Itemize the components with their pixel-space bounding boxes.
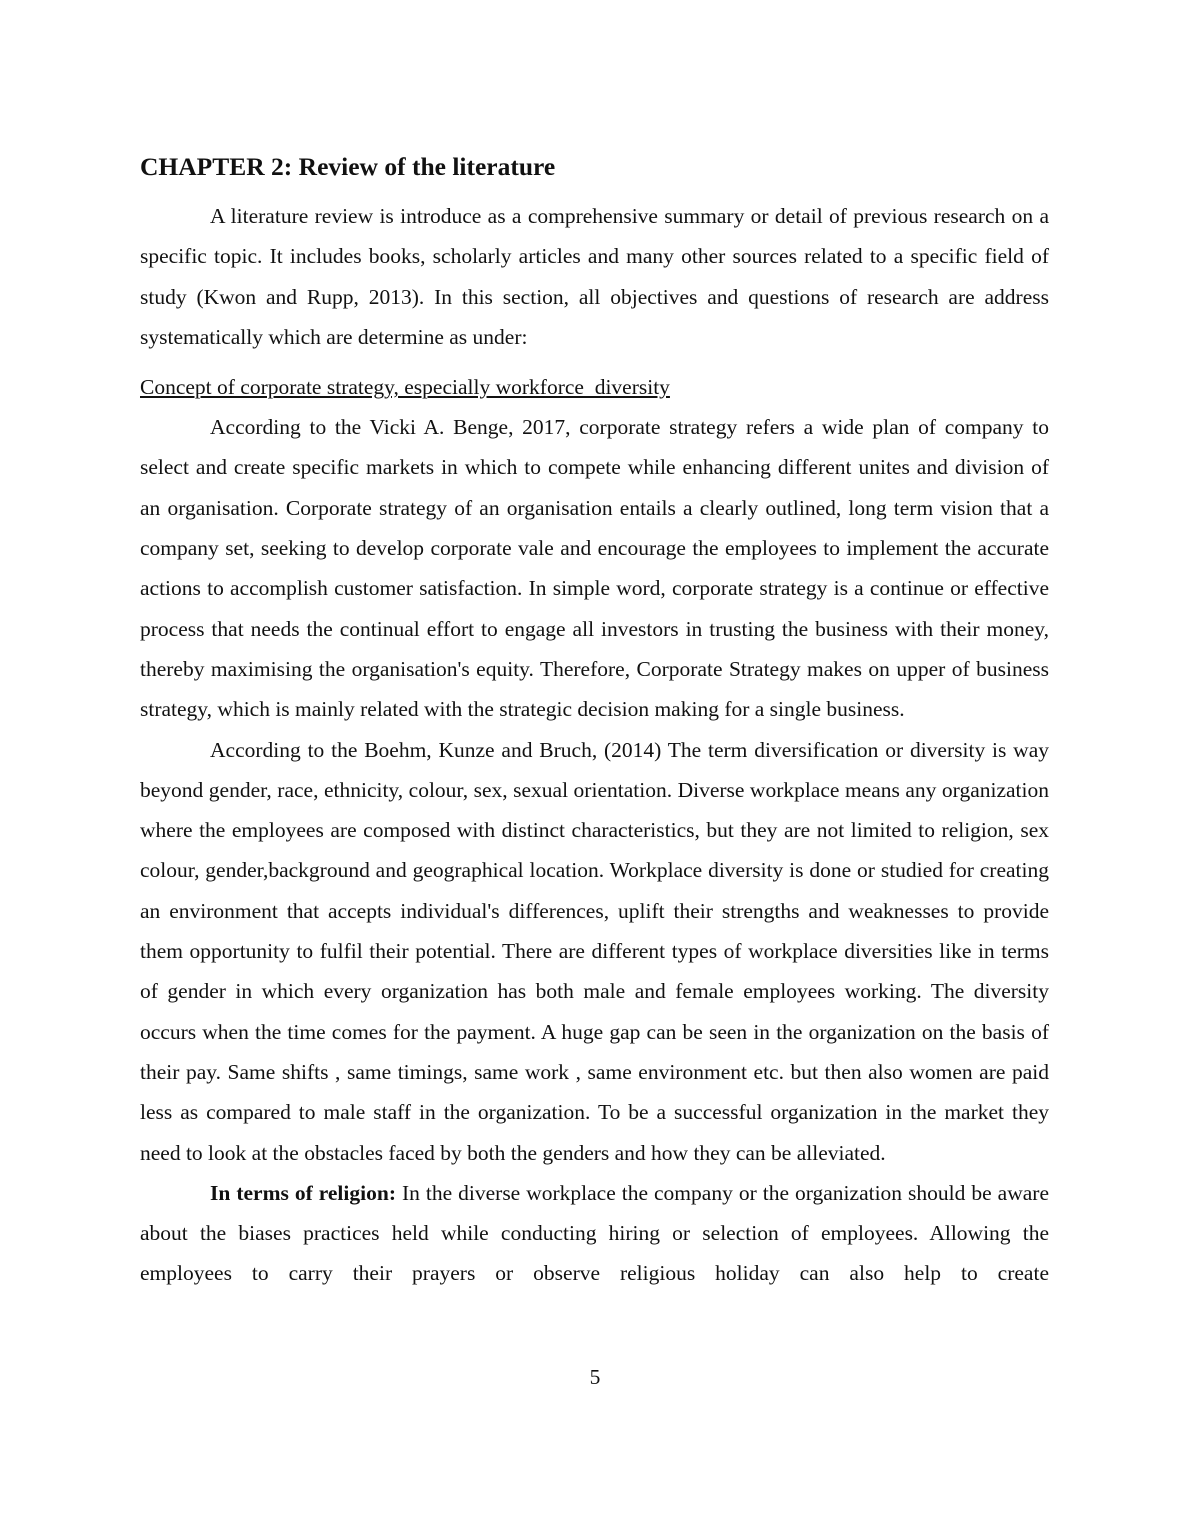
intro-paragraph: A literature review is introduce as a comprehensive summary or detail of previous research on a specific topic. It includes books, scholarly articles and many other sources related to a specific field of study (Kwon and Rupp, 2013). In this section, all objectives and questions of research are address systematically which are determine as under: (140, 204, 1049, 349)
religion-paragraph (140, 1173, 1049, 1294)
chapter-title: CHAPTER 2: Review of the literature (140, 152, 556, 181)
religion-label: In terms of religion: (210, 1180, 396, 1205)
religion-text: In the diverse workplace the company or the organization should be aware about the biases practices held while conducting hiring or selection of employees. Allowing the employees to carry their prayers or observe religious holiday can also help to create (140, 1180, 1049, 1286)
page-content (140, 148, 1049, 1294)
diversity-paragraph: According to the Boehm, Kunze and Bruch, (2014) The term diversification or diversity is way beyond gender, race, ethnicity, colour, sex, sexual orientation. Diverse workplace means any organization where the employees are composed with distinct characteristics, but they are not limited to religion, sex colour, gender,background and geographical location. Workplace diversity is done or studied for creating an environment that accepts individual's differences, uplift their strengths and weaknesses to provide them opportunity to fulfil their potential. There are different types of workplace diversities like in terms of gender in which every organization has both male and female employees working. The diversity occurs when the time comes for the payment. A huge gap can be seen in the organization on the basis of their pay. Same shifts , same timings, same work , same environment etc. but then also women are paid less as compared to male staff in the organization. To be a successful organization in the market they need to look at the obstacles faced by both the genders and how they can be alleviated. (140, 737, 1049, 1165)
page-number: 5 (589, 1365, 601, 1389)
section-heading: Concept of corporate strategy, especially workforce diversity (140, 375, 670, 400)
corporate-strategy-paragraph: According to the Vicki A. Benge, 2017, corporate strategy refers a wide plan of company to select and create specific markets in which to compete while enhancing different unites and division of an organisation. Corporate strategy of an organisation entails a clearly outlined, long term vision that a company set, seeking to develop corporate vale and encourage the employees to implement the accurate actions to accomplish customer satisfaction. In simple word, corporate strategy is a continue or effective process that needs the continual effort to engage all investors in trusting the business with their money, thereby maximising the organisation's equity. Therefore, Corporate Strategy makes on upper of business strategy, which is mainly related with the strategic decision making for a single business. (140, 415, 1049, 722)
